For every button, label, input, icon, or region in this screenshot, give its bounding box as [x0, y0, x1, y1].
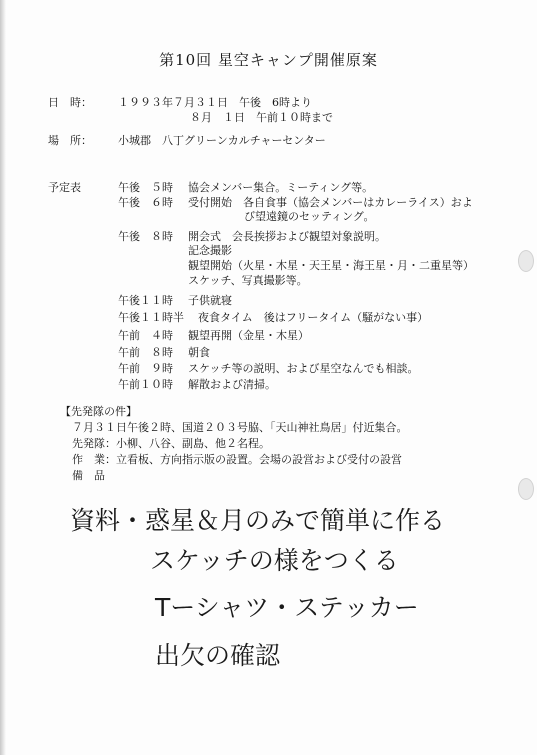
schedule-text: 解散および清掃。	[188, 378, 276, 391]
schedule-text: 開会式 会長挨拶および観望対象説明。	[188, 230, 386, 243]
schedule-time: 午後１１時	[118, 294, 173, 307]
punch-hole-bottom	[518, 478, 534, 500]
handwritten-note-tshirt: Tーシャツ・ステッカー	[155, 593, 419, 622]
page-edge-shadow	[0, 0, 6, 755]
advance-work: 作 業：立看板、方向指示版の設置。会場の設営および受付の設営	[72, 453, 402, 466]
schedule-text: 朝食	[188, 346, 210, 359]
date-start: １９９３年７月３１日 午後 6時より	[118, 96, 312, 109]
schedule-time: 午後 ５時	[118, 181, 173, 194]
punch-hole-top	[518, 250, 534, 272]
schedule-text: 記念撮影	[188, 244, 232, 257]
schedule-text: 観望開始（火星・木星・天王星・海王星・月・二重星等）	[188, 259, 474, 272]
place-value: 小城郡 八丁グリーンカルチャーセンター	[118, 134, 326, 147]
schedule-text: び望遠鏡のセッティング。	[244, 210, 375, 223]
handwritten-note-attendance: 出欠の確認	[155, 641, 281, 670]
schedule-text: スケッチ等の説明、および星空なんでも相談。	[188, 362, 419, 375]
schedule-time: 午後１１時半	[118, 311, 184, 324]
schedule-time: 午後 ６時	[118, 196, 173, 209]
advance-meeting: ７月３１日午後２時、国道２０３号脇、「天山神社鳥居」付近集合。	[72, 421, 408, 434]
date-end: ８月 １日 午前１０時まで	[190, 111, 333, 124]
advance-heading: 【先発隊の件】	[60, 405, 137, 418]
schedule-label: 予定表	[48, 181, 81, 194]
schedule-text: 夜食タイム 後はフリータイム（騒がない事）	[198, 311, 429, 324]
handwritten-note-materials: 資料・惑星＆月のみで簡単に作る	[70, 506, 446, 535]
advance-members: 先発隊：小柳、八谷、副島、他２名程。	[72, 437, 270, 450]
advance-equipment: 備 品	[72, 469, 105, 482]
page-title: 第10回 星空キャンプ開催原案	[159, 51, 378, 69]
schedule-text: 協会メンバー集合。ミーティング等。	[188, 181, 374, 194]
schedule-text: 子供就寝	[188, 294, 232, 307]
schedule-time: 午前 ８時	[118, 346, 173, 359]
schedule-time: 午前 ４時	[118, 329, 173, 342]
handwritten-note-sketch: スケッチの様をつくる	[150, 546, 399, 575]
schedule-text: スケッチ、写真撮影等。	[188, 274, 308, 287]
schedule-text: 受付開始 各自食事（協会メンバーはカレーライス）およ	[188, 196, 473, 209]
schedule-time: 午前１０時	[118, 378, 173, 391]
schedule-time: 午後 ８時	[118, 230, 173, 243]
place-label: 場 所：	[48, 134, 92, 147]
schedule-time: 午前 ９時	[118, 362, 173, 375]
date-label: 日 時：	[48, 96, 92, 109]
schedule-text: 観望再開（金星・木星）	[188, 329, 309, 342]
